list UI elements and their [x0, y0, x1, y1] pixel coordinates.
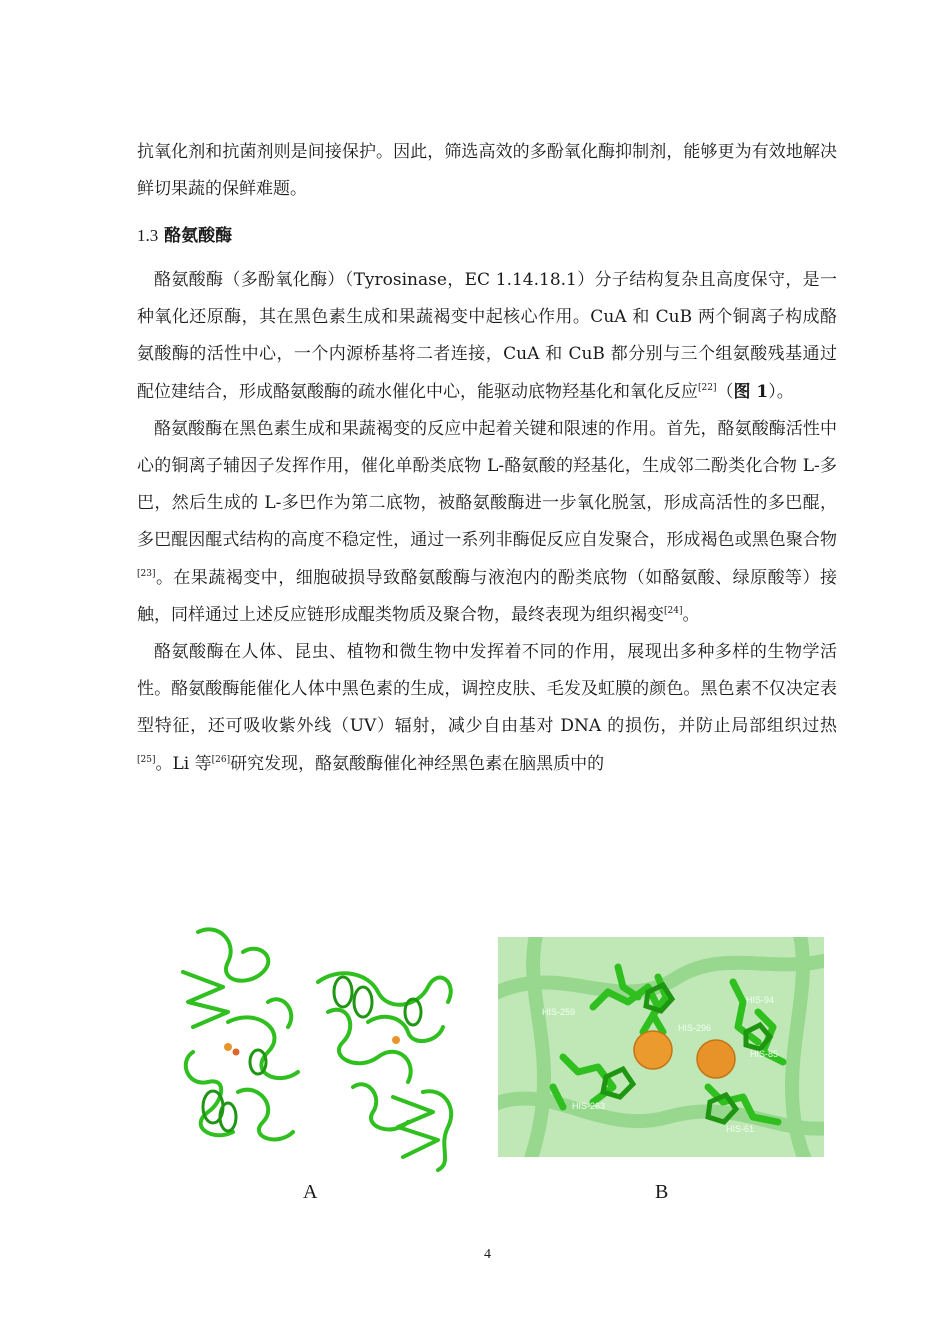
residue-label: HIS-61 — [726, 1124, 755, 1134]
figref-open: （ — [716, 381, 734, 402]
paragraph-3-text-c: 研究发现，酪氨酸酶催化神经黑色素在脑黑质中的 — [230, 753, 605, 774]
protein-ribbon — [198, 929, 268, 980]
section-title: 酪氨酸酶 — [164, 226, 233, 246]
paragraph-3-text-a: 酪氨酸酶在人体、昆虫、植物和微生物中发挥着不同的作用，展现出多种多样的生物学活性。酪氨酸酶能催化人体中黑色素的生成，调控皮肤、毛发及虹膜的颜色。黑色素不仅决定表型特征，还可吸收紫外线（UV）辐射，减少自由基对 DNA 的损伤，并防止局部组织过热 — [137, 642, 837, 737]
residue-label: HIS-94 — [746, 995, 775, 1005]
body-text — [137, 262, 837, 783]
residue-label: HIS-259 — [542, 1007, 576, 1017]
copper-ion-cua — [634, 1031, 672, 1069]
protein-ribbon — [268, 999, 291, 1027]
residue-label: HIS-263 — [572, 1101, 606, 1111]
intro-text: 抗氧化剂和抗菌剂则是间接保护。因此，筛选高效的多酚氧化酶抑制剂，能够更为有效地解决鲜切果蔬的保鲜难题。 — [137, 142, 837, 200]
copper-ion — [233, 1049, 240, 1056]
citation[interactable]: [25] — [137, 754, 156, 765]
paragraph-3 — [137, 634, 837, 783]
section-heading — [137, 221, 232, 251]
page-number: 4 — [484, 1247, 491, 1262]
helix — [334, 977, 352, 1007]
figure-panel-b-active-site — [498, 937, 824, 1157]
residue-label: HIS-85 — [750, 1049, 779, 1059]
protein-ribbon — [183, 972, 228, 1027]
intro-paragraph — [137, 134, 837, 208]
copper-ion — [392, 1036, 400, 1044]
paragraph-2 — [137, 411, 837, 634]
citation[interactable]: [26] — [211, 754, 231, 765]
citation[interactable]: [23] — [137, 568, 156, 579]
paragraph-1-text: 酪氨酸酶（多酚氧化酶）（Tyrosinase，EC 1.14.18.1）分子结构复杂且高度保守，是一种氧化还原酶，其在黑色素生成和果蔬褐变中起核心作用。CuA 和 CuB 两个铜离子构成酪氨酸酶的活性中心，一个内源桥基将二者连接，CuA 和 CuB 都分别与三个组氨酸残基通过配位建结合，形成酪氨酸酶的疏水催化中心，能驱动底物羟基化和氧化反应 — [137, 270, 837, 402]
residue-label: HIS-296 — [678, 1023, 712, 1033]
citation[interactable]: [24] — [664, 605, 683, 616]
figure-reference[interactable]: 图 1 — [733, 381, 769, 402]
paragraph-2-text-b: 。在果蔬褐变中，细胞破损导致酪氨酸酶与液泡内的酚类底物（如酪氨酸、绿原酸等）接触，同样通过上述反应链形成醌类物质及聚合物，最终表现为组织褐变 — [137, 567, 837, 625]
helix — [354, 987, 372, 1017]
paragraph-2-text-c: 。 — [682, 604, 700, 625]
figure-panel-a-structure — [168, 912, 468, 1177]
figure-label-a: A — [303, 1181, 318, 1203]
protein-ribbon — [353, 1084, 408, 1129]
protein-ribbon — [238, 1090, 293, 1140]
figure-label-b: B — [655, 1181, 669, 1203]
copper-ion — [224, 1043, 232, 1051]
paragraph-1 — [137, 262, 837, 411]
protein-ribbon — [393, 1097, 438, 1157]
protein-ribbon — [423, 1091, 451, 1170]
paragraph-2-text-a: 酪氨酸酶在黑色素生成和果蔬褐变的反应中起着关键和限速的作用。首先，酪氨酸酶活性中心的铜离子辅因子发挥作用，催化单酚类底物 L-酪氨酸的羟基化，生成邻二酚类化合物 L-多巴，然后生成的 L-多巴作为第二底物，被酪氨酸酶进一步氧化脱氢，形成高活性的多巴醌，多巴醌因醌式结构的高度不稳定性，通过一系列非酶促反应自发聚合，形成褐色或黑色聚合物 — [137, 418, 837, 551]
citation[interactable]: [22] — [698, 382, 717, 393]
copper-ion-cub — [697, 1040, 735, 1078]
figref-close: ）。 — [768, 381, 794, 402]
paragraph-3-text-b: 。Li 等 — [155, 753, 212, 774]
section-number: 1.3 — [137, 226, 159, 245]
